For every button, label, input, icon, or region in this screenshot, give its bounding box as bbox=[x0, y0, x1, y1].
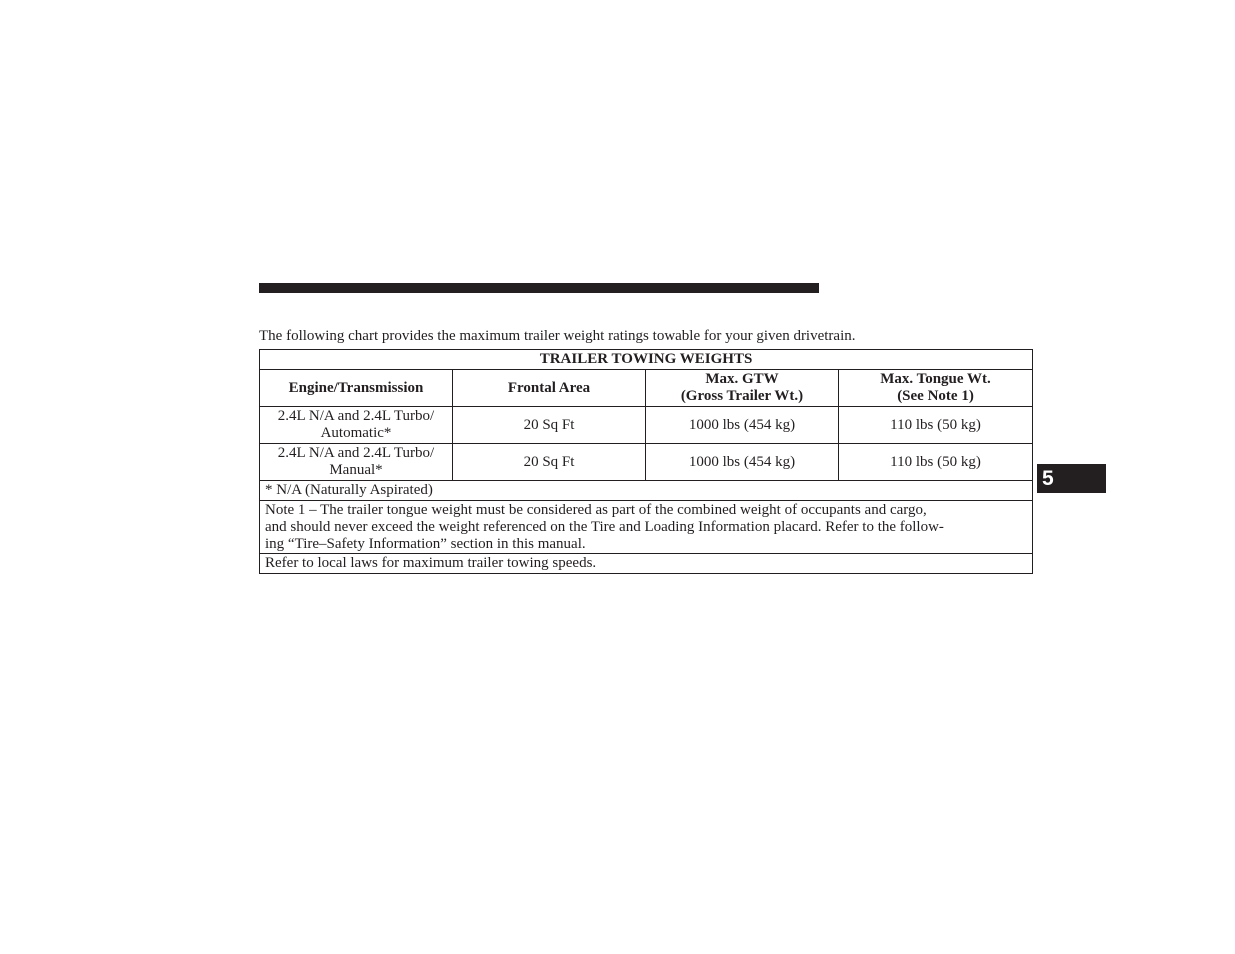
trailer-towing-table bbox=[259, 349, 1033, 574]
table-row bbox=[260, 407, 1033, 444]
table-header-row bbox=[260, 370, 1033, 407]
table-title: TRAILER TOWING WEIGHTS bbox=[260, 350, 1033, 370]
cell-max-gtw: 1000 lbs (454 kg) bbox=[646, 444, 839, 481]
cell-max-gtw: 1000 lbs (454 kg) bbox=[646, 407, 839, 444]
cell-max-tongue: 110 lbs (50 kg) bbox=[839, 444, 1033, 481]
header-max-gtw: Max. GTW (Gross Trailer Wt.) bbox=[646, 370, 839, 407]
speed-note-row bbox=[260, 554, 1033, 574]
cell-engine: 2.4L N/A and 2.4L Turbo/ Manual* bbox=[260, 444, 453, 481]
footnote-row bbox=[260, 481, 1033, 501]
cell-frontal-area: 20 Sq Ft bbox=[453, 444, 646, 481]
intro-paragraph: The following chart provides the maximum trailer weight ratings towable for your given drivetrain. bbox=[259, 328, 856, 344]
cell-max-tongue: 110 lbs (50 kg) bbox=[839, 407, 1033, 444]
table-title-row bbox=[260, 350, 1033, 370]
header-frontal-area: Frontal Area bbox=[453, 370, 646, 407]
cell-frontal-area: 20 Sq Ft bbox=[453, 407, 646, 444]
section-rule bbox=[259, 283, 819, 293]
footnote-na: * N/A (Naturally Aspirated) bbox=[260, 481, 1033, 501]
table-row bbox=[260, 444, 1033, 481]
cell-engine: 2.4L N/A and 2.4L Turbo/ Automatic* bbox=[260, 407, 453, 444]
note1-row bbox=[260, 501, 1033, 554]
speed-note: Refer to local laws for maximum trailer towing speeds. bbox=[260, 554, 1033, 574]
note-1: Note 1 – The trailer tongue weight must be considered as part of the combined weight of occupants and cargo, and should never exceed the weight referenced on the Tire and Loading Information placard. Refer to the follow- ing “Tire–Safety Information” section in this manual. bbox=[260, 501, 1033, 554]
chapter-tab: 5 bbox=[1037, 464, 1106, 493]
header-engine-transmission: Engine/Transmission bbox=[260, 370, 453, 407]
header-max-tongue: Max. Tongue Wt. (See Note 1) bbox=[839, 370, 1033, 407]
